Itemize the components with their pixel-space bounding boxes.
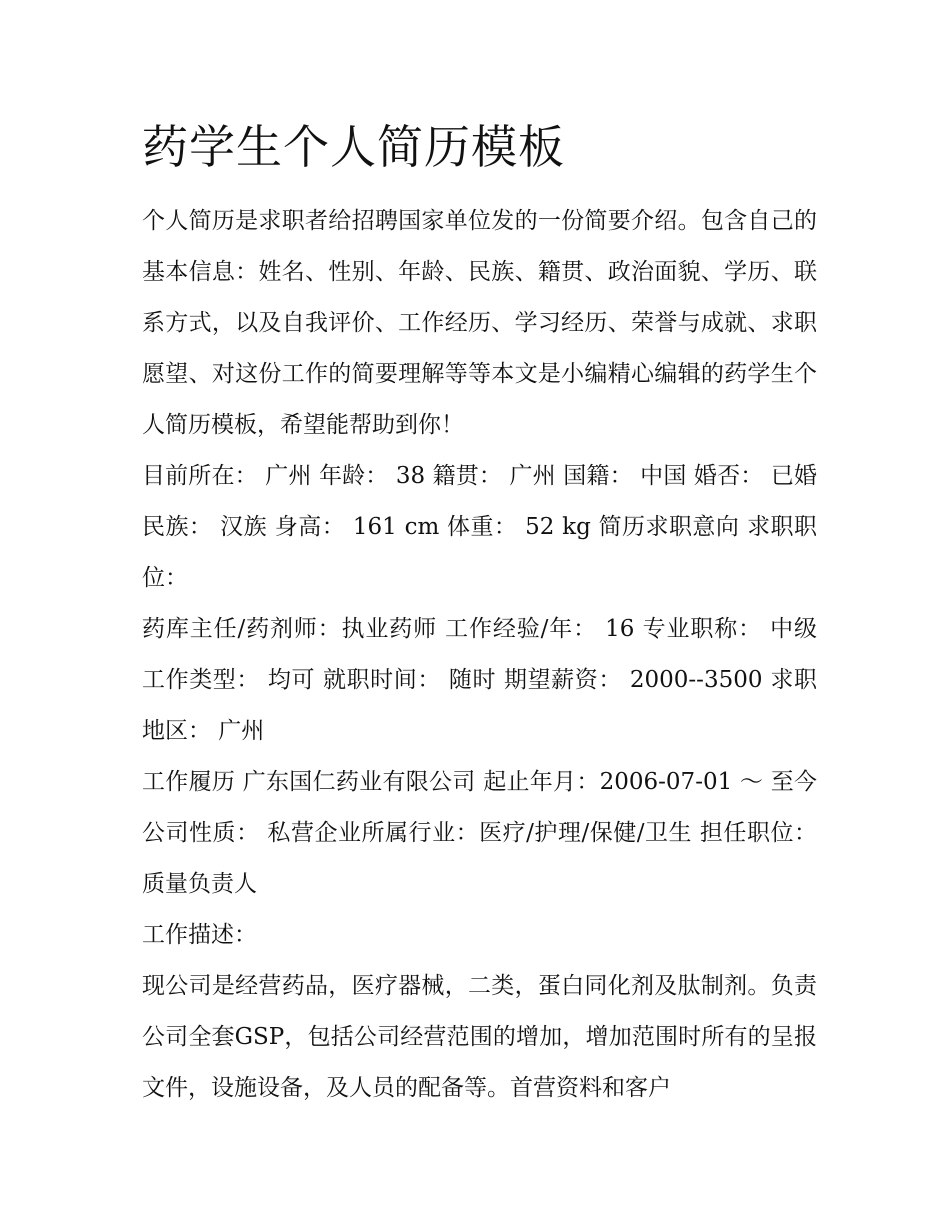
intro-paragraph: 个人简历是求职者给招聘国家单位发的一份简要介绍。包含自己的基本信息：姓名、性别、年龄、民族、籍贯、政治面貌、学历、联系方式，以及自我评价、工作经历、学习经历、荣誉与成就、求职愿望、对这份工作的简要理解等等本文是小编精心编辑的药学生个人简历模板，希望能帮助到你！ (142, 208, 817, 438)
job-intention-paragraph: 药库主任/药剂师：执业药师 工作经验/年： 16 专业职称： 中级 工作类型： 均可 就职时间： 随时 期望薪资： 2000--3500 求职地区： 广州 (142, 616, 817, 744)
basic-info-paragraph: 目前所在： 广州 年龄： 38 籍贯： 广州 国籍： 中国 婚否： 已婚 民族： 汉族 身高： 161 cm 体重： 52 kg 简历求职意向 求职职位： (142, 463, 817, 591)
document-page (142, 112, 817, 1114)
work-description-paragraph: 现公司是经营药品，医疗器械，二类，蛋白同化剂及肽制剂。负责公司全套GSP，包括公司经营范围的增加，增加范围时所有的呈报文件，设施设备，及人员的配备等。首营资料和客户 (142, 973, 817, 1101)
work-history-paragraph: 工作履历 广东国仁药业有限公司 起止年月：2006-07-01 ～ 至今 公司性质： 私营企业所属行业：医疗/护理/保健/卫生 担任职位： 质量负责人 (142, 769, 817, 897)
work-description-heading: 工作描述： (142, 922, 257, 948)
document-title: 药学生个人简历模板 (142, 120, 565, 174)
